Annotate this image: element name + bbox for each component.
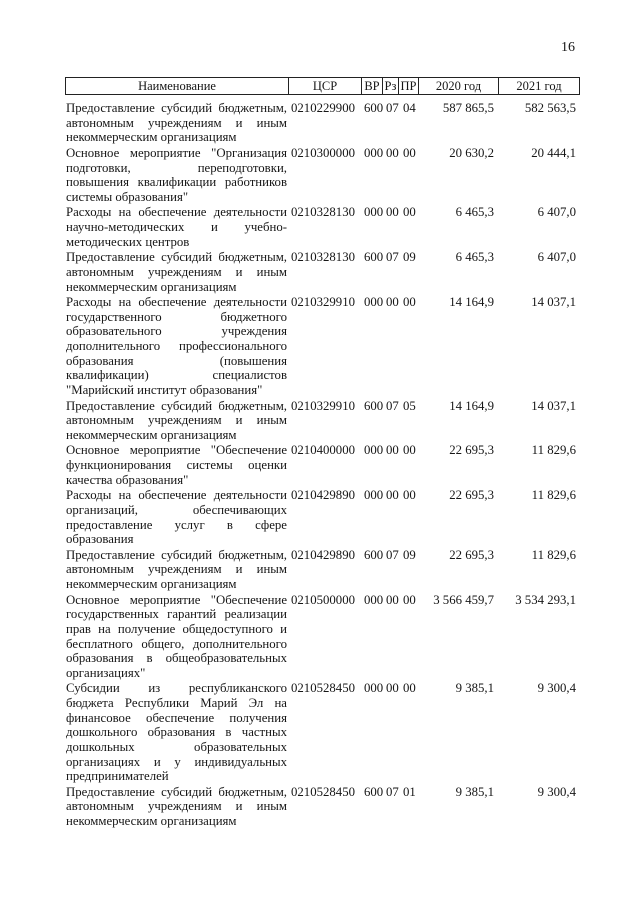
table-header [65, 77, 580, 95]
csr-code: 0210329910 [291, 295, 355, 310]
pr-code: 09 [403, 250, 416, 265]
vr-code: 600 [364, 784, 384, 799]
amount-2020: 587 865,5 [442, 101, 494, 115]
name-line: Предоставление субсидий бюджетным, [66, 250, 287, 265]
table-row [65, 204, 580, 249]
table-row [65, 398, 580, 443]
amount-2021: 11 829,6 [531, 547, 576, 562]
name-line: системы образования" [66, 189, 189, 204]
name-line: Расходы на обеспечение деятельности [66, 205, 287, 220]
pr-code: 00 [403, 205, 416, 220]
csr-code: 0210328130 [291, 205, 355, 220]
table-row [65, 592, 580, 681]
name-line: Основное мероприятие "Обеспечение [66, 443, 287, 458]
name-line: предоставление услуг в сфере [66, 517, 287, 532]
name-line: научно-методических и учебно- [66, 220, 287, 234]
name-line: финансовое обеспечение получения [66, 710, 287, 725]
rz-code: 07 [386, 784, 399, 799]
row-name-cell [65, 593, 289, 681]
pr-code: 00 [403, 443, 416, 458]
table-row [65, 487, 580, 547]
name-line: дошкольного образования в частных [66, 725, 287, 740]
name-line: организаций, обеспечивающих [66, 502, 287, 517]
name-line: государственных гарантий реализации [66, 607, 287, 622]
name-line: предпринимателей [66, 769, 169, 784]
rz-code: 07 [386, 398, 399, 413]
table-row [65, 680, 580, 783]
header-vr: ВР [362, 78, 383, 94]
name-line: Основное мероприятие "Обеспечение [66, 592, 287, 607]
amount-2020: 22 695,3 [449, 488, 494, 503]
row-name-cell [65, 681, 289, 783]
pr-code: 00 [403, 592, 416, 607]
pr-code: 00 [403, 488, 416, 503]
name-line: подготовки, переподготовки, [66, 160, 287, 175]
vr-code: 600 [364, 398, 384, 413]
vr-code: 000 [364, 488, 384, 503]
vr-code: 000 [364, 295, 384, 310]
name-line: образовательного учреждения [66, 324, 287, 339]
amount-2021: 3 534 293,1 [515, 592, 576, 607]
amount-2021: 14 037,1 [531, 398, 576, 413]
name-line: автономным учреждениям и иным [66, 799, 287, 814]
vr-code: 000 [364, 145, 384, 160]
vr-code: 000 [364, 443, 384, 458]
name-line: Расходы на обеспечение деятельности [66, 295, 287, 310]
name-line: образования в общеобразовательных [66, 651, 287, 666]
header-pr: ПР [399, 78, 419, 94]
name-line: некоммерческим организациям [66, 130, 237, 145]
amount-2020: 3 566 459,7 [433, 592, 494, 607]
rz-code: 00 [386, 295, 399, 310]
name-line: государственного бюджетного [66, 309, 287, 324]
name-line: бюджета Республики Марий Эл на [66, 696, 287, 710]
name-line: Предоставление субсидий бюджетным, [66, 547, 287, 562]
vr-code: 000 [364, 205, 384, 220]
table-row [65, 784, 580, 829]
table-row [65, 294, 580, 397]
name-line: образования (повышения [66, 353, 287, 368]
name-line: методических центров [66, 234, 190, 249]
amount-2021: 9 300,4 [537, 784, 576, 799]
row-name-cell [65, 548, 289, 592]
name-line: автономным учреждениям и иным [66, 115, 287, 130]
name-line: Основное мероприятие "Организация [66, 145, 287, 160]
name-line: автономным учреждениям и иным [66, 264, 287, 279]
row-name-cell [65, 146, 289, 205]
amount-2020: 9 385,1 [455, 784, 494, 799]
row-name-cell [65, 295, 289, 397]
amount-2020: 6 465,3 [455, 205, 494, 220]
amount-2021: 6 407,0 [537, 205, 576, 220]
rz-code: 00 [386, 443, 399, 458]
rz-code: 00 [386, 205, 399, 220]
name-line: бесплатного общего, дополнительного [66, 636, 287, 651]
rz-code: 07 [386, 547, 399, 562]
csr-code: 0210329910 [291, 398, 355, 413]
table-row [65, 145, 580, 205]
amount-2021: 9 300,4 [537, 681, 576, 696]
row-name-cell [65, 399, 289, 443]
amount-2020: 14 164,9 [449, 398, 494, 413]
header-rz: Рз [383, 78, 399, 94]
header-name: Наименование [66, 78, 289, 94]
name-line: Предоставление субсидий бюджетным, [66, 398, 287, 413]
row-name-cell [65, 250, 289, 294]
amount-2020: 14 164,9 [449, 295, 494, 310]
vr-code: 600 [364, 547, 384, 562]
amount-2021: 20 444,1 [531, 145, 576, 160]
pr-code: 04 [403, 101, 416, 115]
row-name-cell [65, 443, 289, 487]
amount-2020: 6 465,3 [455, 250, 494, 265]
name-line: некоммерческим организациям [66, 279, 237, 294]
budget-table [65, 77, 580, 829]
table-row [65, 95, 580, 145]
name-line: автономным учреждениям и иным [66, 562, 287, 577]
row-name-cell [65, 101, 289, 145]
amount-2020: 22 695,3 [449, 547, 494, 562]
csr-code: 0210429890 [291, 547, 355, 562]
vr-code: 000 [364, 592, 384, 607]
name-line: некоммерческим организациям [66, 577, 237, 591]
rz-code: 07 [386, 250, 399, 265]
table-row [65, 547, 580, 592]
name-line: повышения квалификации работников [66, 175, 287, 190]
table-row [65, 249, 580, 294]
name-line: дошкольных образовательных [66, 739, 287, 754]
csr-code: 0210429890 [291, 488, 355, 503]
name-line: Предоставление субсидий бюджетным, [66, 101, 287, 115]
name-line: дополнительного профессионального [66, 339, 287, 353]
name-line: прав на получение общедоступного и [66, 621, 287, 636]
csr-code: 0210528450 [291, 681, 355, 696]
amount-2021: 11 829,6 [531, 488, 576, 503]
name-line: Предоставление субсидий бюджетным, [66, 784, 287, 799]
rz-code: 00 [386, 145, 399, 160]
amount-2021: 14 037,1 [531, 295, 576, 310]
amount-2021: 6 407,0 [537, 250, 576, 265]
csr-code: 0210328130 [291, 250, 355, 265]
rz-code: 07 [386, 101, 399, 115]
pr-code: 00 [403, 681, 416, 696]
header-2020: 2020 год [419, 78, 499, 94]
table-row [65, 442, 580, 487]
rz-code: 00 [386, 681, 399, 696]
rz-code: 00 [386, 592, 399, 607]
name-line: некоммерческим организациям [66, 814, 237, 828]
name-line: организациях и у индивидуальных [66, 754, 287, 769]
header-csr: ЦСР [289, 78, 362, 94]
name-line: образования [66, 532, 134, 547]
name-line: некоммерческим организациям [66, 427, 237, 442]
csr-code: 0210400000 [291, 443, 355, 458]
csr-code: 0210229900 [291, 101, 355, 115]
page-number: 16 [561, 40, 575, 55]
name-line: Субсидии из республиканского [66, 681, 287, 696]
pr-code: 05 [403, 398, 416, 413]
amount-2020: 9 385,1 [455, 681, 494, 696]
name-line: организациях" [66, 665, 146, 680]
row-name-cell [65, 488, 289, 547]
vr-code: 000 [364, 681, 384, 696]
pr-code: 00 [403, 145, 416, 160]
csr-code: 0210300000 [291, 145, 355, 160]
pr-code: 01 [403, 784, 416, 799]
csr-code: 0210528450 [291, 784, 355, 799]
row-name-cell [65, 785, 289, 829]
name-line: "Марийский институт образования" [66, 382, 263, 397]
row-name-cell [65, 205, 289, 249]
vr-code: 600 [364, 250, 384, 265]
amount-2021: 11 829,6 [531, 443, 576, 458]
name-line: качества образования" [66, 472, 189, 487]
amount-2021: 582 563,5 [524, 101, 576, 115]
amount-2020: 22 695,3 [449, 443, 494, 458]
header-2021: 2021 год [516, 79, 562, 93]
name-line: Расходы на обеспечение деятельности [66, 488, 287, 503]
pr-code: 09 [403, 547, 416, 562]
csr-code: 0210500000 [291, 592, 355, 607]
vr-code: 600 [364, 101, 384, 115]
amount-2020: 20 630,2 [449, 145, 494, 160]
name-line: функционирования системы оценки [66, 458, 287, 472]
name-line: автономным учреждениям и иным [66, 413, 287, 428]
name-line: квалификации) специалистов [66, 368, 287, 383]
rz-code: 00 [386, 488, 399, 503]
pr-code: 00 [403, 295, 416, 310]
